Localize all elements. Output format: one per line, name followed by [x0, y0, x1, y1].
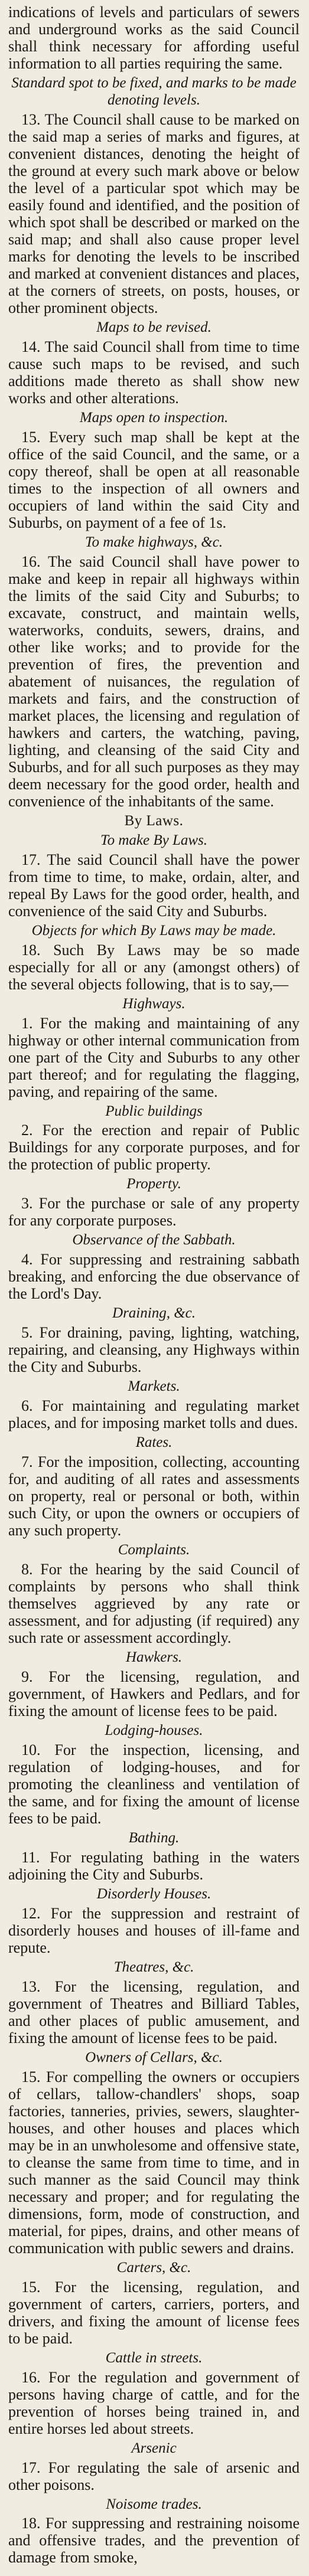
subject-heading: Highways. [122, 995, 186, 1012]
by-law-item: 4. For suppressing and restraining sabbath breaking, and enforcing the due observance of the Lord's Day. [8, 1251, 300, 1303]
by-law-item: 1. For the making and maintaining of any highway or other internal communication from one part of the City and Suburbs to any other part thereof; and for regulating the flagging, paving, and repairing of the same. [8, 1014, 300, 1100]
by-law-item: 9. For the licensing, regulation, and government, of Hawkers and Pedlars, and for fixing the amount of license fees to be paid. [8, 1668, 300, 1720]
subject-heading: Cattle in streets. [105, 2349, 203, 2366]
by-law-item: 3. For the purchase or sale of any property for any corporate purposes. [8, 1195, 300, 1230]
section-13-paragraph: 13. The Council shall cause to be marked on the said map a series of marks and figures, at convenient distances, denoting the height of the ground at every such mark above or below the level of a particular spot which may be easily found and identified, and the position of which spot shall be described or marked on the said map; and shall also cause proper level marks for denoting the levels to be inscribed and marked at convenient distances and places, at the corners of streets, on posts, houses, or other prominent objects. [8, 110, 300, 316]
by-law-item: 12. For the suppression and restraint of disorderly houses and houses of ill-fame and repute. [8, 1904, 300, 1956]
marginal-heading: To make highways, &c. [84, 534, 223, 550]
section-16-paragraph: 16. The said Council shall have power to make and keep in repair all highways within the limits of the said City and Suburbs; to excavate, construct, and maintain wells, waterworks, conduits, sewers, drains, and other like works; and to provide for the prevention of fires, the prevention and abatement of nuisances, the regulation of markets and fairs, and the construction of market places, the licensing and regulation of hawkers and carters, the watching, paving, lighting, and cleansing of the said City and Suburbs, and for all such purposes as they may deem necessary for the good order, health and convenience of the inhabitants of the same. [8, 553, 300, 810]
subject-heading: Hawkers. [125, 1649, 183, 1666]
marginal-heading: Maps to be revised. [96, 319, 212, 335]
by-law-item: 18. For suppressing and restraining noisome and offensive trades, and the prevention of damage from smoke, [8, 2515, 300, 2567]
subject-heading: Rates. [135, 1434, 173, 1451]
subject-heading: Arsenic [131, 2440, 177, 2456]
section-18-paragraph: 18. Such By Laws may be so made especially for all or any (amongst others) of the several objects following, that is to say,— [8, 941, 300, 993]
subject-heading: Theatres, &c. [113, 1959, 194, 1975]
by-law-item: 15. For compelling the owners or occupiers of cellars, tallow-chandlers' shops, soap factories, tanneries, privies, sewers, slaughter-houses, and other houses and places which may be in an unwholesome and offensive state, to cleanse the same from time to time, and in such manner as the said Council may think necessary and proper; and for regulating the dimensions, form, mode of construction, and material, for pipes, drains, and other means of communication with public sewers and drains. [8, 2068, 300, 2257]
subject-heading: Markets. [128, 1378, 180, 1395]
paragraph: indications of levels and particulars of sewers and underground works as the said Council shall think necessary for affording useful information to all parties requiring the same. [8, 4, 300, 72]
by-law-item: 2. For the erection and repair of Public Buildings for any corporate purposes, and for the protection of public property. [8, 1122, 300, 1173]
marginal-heading: Objects for which By Laws may be made. [31, 922, 277, 939]
subject-heading: Bathing. [128, 1829, 180, 1846]
subject-heading: Carters, &c. [116, 2259, 191, 2276]
by-law-item: 16. For the regulation and government of persons having charge of cattle, and for the prevention of horses being trained in, and entire horses led about streets. [8, 2368, 300, 2437]
subject-heading: Complaints. [118, 1542, 190, 1558]
marginal-heading: Maps open to inspection. [79, 409, 229, 426]
by-law-item: 13. For the licensing, regulation, and government of Theatres and Billiard Tables, and other places of public amusement, and fixing the amount of license fees to be paid. [8, 1977, 300, 2047]
subject-heading: Property. [126, 1176, 181, 1192]
by-law-item: 11. For regulating bathing in the waters adjoining the City and Suburbs. [8, 1848, 300, 1883]
subject-heading: Draining, &c. [112, 1305, 196, 1322]
by-law-item: 5. For draining, paving, lighting, watching, repairing, and cleansing, any Highways within the City and Suburbs. [8, 1324, 300, 1376]
by-law-item: 17. For regulating the sale of arsenic and other poisons. [8, 2459, 300, 2493]
section-17-paragraph: 17. The said Council shall have the power from time to time, to make, ordain, alter, and repeal By Laws for the good order, health, and convenience of the said City and Suburbs. [8, 851, 300, 920]
subject-heading: Public buildings [105, 1103, 203, 1119]
section-15-paragraph: 15. Every such map shall be kept at the office of the said Council, and the same, or a copy thereof, shall be open at all reasonable times to the inspection of all owners and occupiers of land within the said City and Suburbs, on payment of a fee of 1s. [8, 428, 300, 531]
part-heading-by-laws: By Laws. [124, 812, 184, 829]
by-law-item: 7. For the imposition, collecting, accounting for, and auditing of all rates and assessments on property, real or personal or both, within such City, or upon the owners or occupiers of any such property. [8, 1453, 300, 1539]
subject-heading: Noisome trades. [106, 2496, 202, 2512]
by-law-item: 6. For maintaining and regulating market places, and for imposing market tolls and dues. [8, 1397, 300, 1432]
marginal-heading: To make By Laws. [100, 832, 208, 848]
by-law-item: 15. For the licensing, regulation, and government of carters, carriers, porters, and drivers, and fixing the amount of license fees to be paid. [8, 2278, 300, 2347]
marginal-heading: Standard spot to be fixed, and marks to be made denoting levels. [11, 74, 297, 108]
section-14-paragraph: 14. The said Council shall from time to time cause such maps to be revised, and such additions made thereto as shall show new works and other alterations. [8, 338, 300, 407]
subject-heading: Lodging-houses. [105, 1722, 203, 1738]
by-law-item: 10. For the inspection, licensing, and regulation of lodging-houses, and for promoting the cleanliness and ventilation of the same, and for fixing the amount of license fees to be paid. [8, 1741, 300, 1827]
subject-heading: Disorderly Houses. [96, 1885, 212, 1902]
subject-heading: Owners of Cellars, &c. [85, 2049, 223, 2065]
subject-heading: Observance of the Sabbath. [72, 1232, 236, 1248]
by-law-item: 8. For the hearing by the said Council of complaints by persons who shall think themselves aggrieved by any rate or assessment, and for adjusting (if required) any such rate or assessment accordingly. [8, 1561, 300, 1647]
